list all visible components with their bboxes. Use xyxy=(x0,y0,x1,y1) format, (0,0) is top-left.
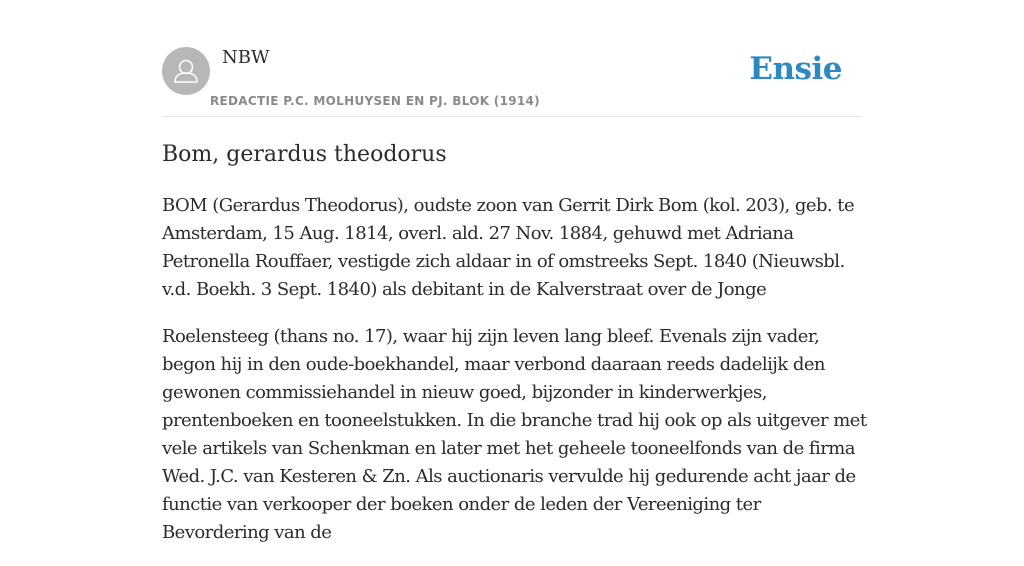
source-avatar[interactable] xyxy=(162,47,210,95)
article-paragraph: BOM (Gerardus Theodorus), oudste zoon van Gerrit Dirk Bom (kol. 203), geb. te Amsterdam, 15 Aug. 1814, overl. ald. 27 Nov. 1884, gehuwd met Adriana Petronella Rouffaer, vestigde zich aldaar in of omstreeks Sept. 1840 (Nieuwsbl. v.d. Boekh. 3 Sept. 1840) als debitant in de Kalverstraat over de Jonge xyxy=(162,195,855,300)
source-header xyxy=(162,46,862,117)
source-name[interactable]: NBW xyxy=(222,47,270,68)
source-editors: REDACTIE P.C. MOLHUYSEN EN PJ. BLOK (1914) xyxy=(210,94,540,108)
user-icon xyxy=(162,47,210,95)
article-title: Bom, gerardus theodorus xyxy=(162,142,447,167)
brand-logo[interactable]: Ensie xyxy=(749,51,842,87)
article-paragraph: Roelensteeg (thans no. 17), waar hij zijn leven lang bleef. Evenals zijn vader, begon hij in den oude-boekhandel, maar verbond daaraan reeds dadelijk den gewonen commissiehandel in nieuw goed, bijzonder in kinderwerkjes, prentenboeken en tooneelstukken. In die branche trad hij ook op als uitgever met vele artikels van Schenkman en later met het geheele tooneelfonds van de firma Wed. J.C. van Kesteren & Zn. Als auctionaris vervulde hij gedurende acht jaar de functie van verkooper der boeken onder de leden der Vereeniging ter Bevordering van de xyxy=(162,326,867,543)
article-body xyxy=(162,192,867,566)
